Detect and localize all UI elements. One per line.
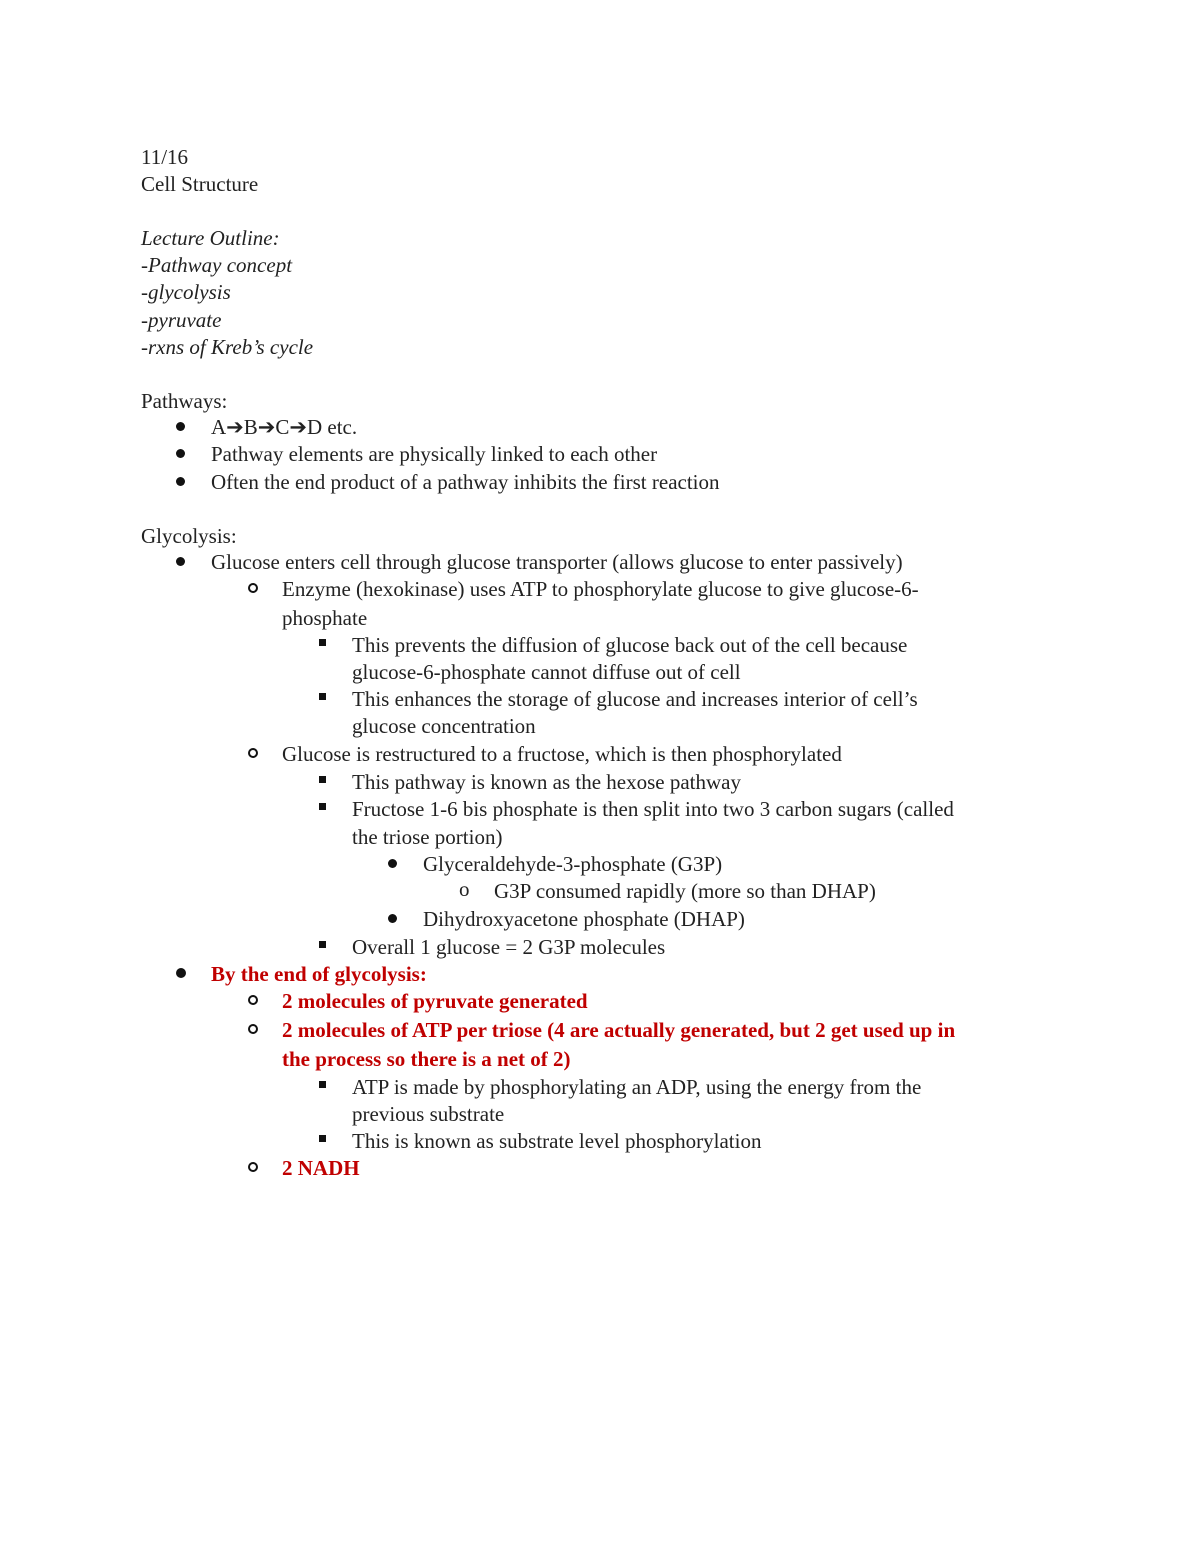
fructose-text: Fructose 1-6 bis phosphate is then split into two 3 carbon sugars (called <box>352 797 954 821</box>
outline-heading: Lecture Outline: <box>141 226 280 250</box>
pyruvate-text: 2 molecules of pyruvate generated <box>282 989 588 1013</box>
atp-made-text: ATP is made by phosphorylating an ADP, using the energy from the <box>352 1075 922 1099</box>
bullet-dot-icon <box>388 859 397 868</box>
overall-text: Overall 1 glucose = 2 G3P molecules <box>352 935 666 959</box>
bullet-ring-icon <box>248 748 258 758</box>
prevents-text: glucose-6-phosphate cannot diffuse out of cell <box>352 660 741 684</box>
pathways-heading: Pathways: <box>141 389 228 413</box>
bullet-square-icon <box>319 1135 326 1142</box>
fructose-text: the triose portion) <box>352 825 503 849</box>
bullet-square-icon <box>319 1081 326 1088</box>
date: 11/16 <box>141 145 189 169</box>
bullet-dot-icon <box>176 477 185 486</box>
substrate-level-text: This is known as substrate level phosphorylation <box>352 1129 762 1153</box>
glycolysis-point: Glucose enters cell through glucose transporter (allows glucose to enter passively) <box>211 550 903 574</box>
bullet-square-icon <box>319 776 326 783</box>
glycolysis-heading: Glycolysis: <box>141 524 237 548</box>
pathway-item: Pathway elements are physically linked to each other <box>211 442 658 466</box>
end-of-glycolysis-heading: By the end of glycolysis: <box>211 962 427 986</box>
outline-item: -pyruvate <box>141 308 222 332</box>
hexose-text: This pathway is known as the hexose pathway <box>352 770 742 794</box>
bullet-ring-icon <box>248 995 258 1005</box>
nadh-text: 2 NADH <box>282 1156 360 1180</box>
outline-item: -rxns of Kreb’s cycle <box>141 335 314 359</box>
enhances-text: This enhances the storage of glucose and increases interior of cell’s <box>352 687 918 711</box>
bullet-dot-icon <box>176 968 186 978</box>
outline-item: -glycolysis <box>141 280 231 304</box>
atp-text: the process so there is a net of 2) <box>282 1047 571 1071</box>
bullet-ring-icon <box>248 583 258 593</box>
enhances-text: glucose concentration <box>352 714 536 738</box>
bullet-square-icon <box>319 803 326 810</box>
bullet-square-icon <box>319 693 326 700</box>
enzyme-text: Enzyme (hexokinase) uses ATP to phosphorylate glucose to give glucose-6- <box>282 577 919 601</box>
atp-made-text: previous substrate <box>352 1102 505 1126</box>
atp-text: 2 molecules of ATP per triose (4 are actually generated, but 2 get used up in <box>282 1018 956 1042</box>
g3p-note: G3P consumed rapidly (more so than DHAP) <box>494 879 876 903</box>
bullet-ring-icon <box>248 1024 258 1034</box>
bullet-dot-icon <box>176 422 185 431</box>
prevents-text: This prevents the diffusion of glucose back out of the cell because <box>352 633 908 657</box>
g3p-text: Glyceraldehyde-3-phosphate (G3P) <box>423 852 723 876</box>
dhap-text: Dihydroxyacetone phosphate (DHAP) <box>423 907 745 931</box>
restructured-text: Glucose is restructured to a fructose, which is then phosphorylated <box>282 742 842 766</box>
bullet-dot-icon <box>388 914 397 923</box>
bullet-dot-icon <box>176 557 185 566</box>
outline-item: -Pathway concept <box>141 253 293 277</box>
page-title: Cell Structure <box>141 172 259 196</box>
bullet-square-icon <box>319 941 326 948</box>
pathway-item: A➔B➔C➔D etc. <box>211 415 358 439</box>
pathway-item: Often the end product of a pathway inhibits the first reaction <box>211 470 720 494</box>
bullet-dot-icon <box>176 449 185 458</box>
bullet-square-icon <box>319 639 326 646</box>
bullet-o-icon: o <box>459 877 470 901</box>
bullet-ring-icon <box>248 1162 258 1172</box>
enzyme-text: phosphate <box>282 606 368 630</box>
